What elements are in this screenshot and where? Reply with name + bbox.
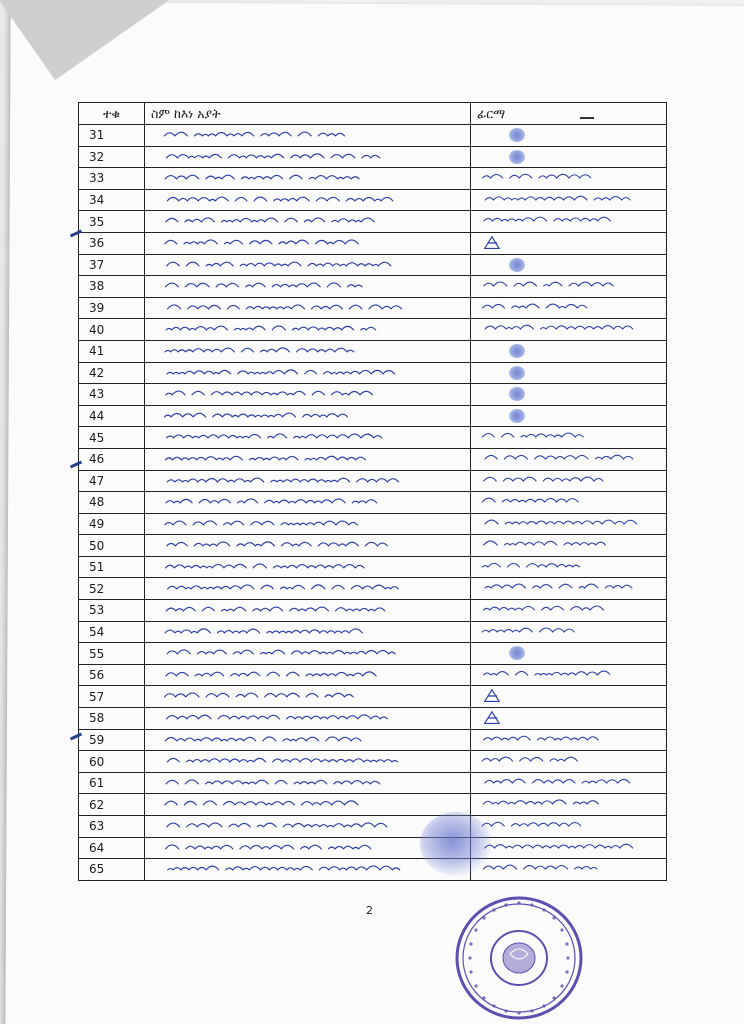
table-row: [79, 837, 667, 859]
thumbprint-mark: [509, 387, 525, 401]
ink-smudge: [420, 812, 492, 876]
table-row: [79, 492, 667, 514]
handwritten-name: [145, 276, 471, 298]
handwritten-name: [145, 297, 471, 319]
row-number: 31: [79, 125, 145, 147]
signature-cell: [471, 643, 667, 665]
signature-cell: [471, 600, 667, 622]
signature-cell: [471, 535, 667, 557]
thumbprint-mark: [509, 128, 525, 142]
signature-column-header: ፊርማ: [471, 103, 667, 125]
signature-cell: [471, 211, 667, 233]
handwritten-signature: [475, 428, 587, 446]
handwritten-name: [145, 859, 471, 881]
signature-cell: [471, 686, 667, 708]
table-row: [79, 556, 667, 578]
signature-cell: [471, 448, 667, 470]
table-row: [79, 384, 667, 406]
signature-cell: [471, 837, 667, 859]
handwritten-signature: [475, 472, 613, 490]
signature-cell: [471, 146, 667, 168]
handwritten-name: [145, 643, 471, 665]
table-row: [79, 319, 667, 341]
handwritten-signature: [475, 450, 640, 468]
row-number: 41: [79, 340, 145, 362]
row-number: 54: [79, 621, 145, 643]
row-number: 47: [79, 470, 145, 492]
signature-cell: [471, 319, 667, 341]
table-row: [79, 643, 667, 665]
table-row: [79, 816, 667, 838]
table-row: [79, 772, 667, 794]
table-row: [79, 427, 667, 449]
signature-cell: [471, 556, 667, 578]
table-row: [79, 211, 667, 233]
handwritten-name: [145, 470, 471, 492]
handwritten-name: [145, 254, 471, 276]
row-number: 60: [79, 751, 145, 773]
table-row: [79, 578, 667, 600]
handwritten-name: [145, 362, 471, 384]
handwritten-name: [145, 405, 471, 427]
row-number: 58: [79, 708, 145, 730]
handwritten-signature: [475, 752, 582, 770]
handwritten-signature: [475, 277, 616, 295]
table-row: [79, 664, 667, 686]
signature-cell: [471, 664, 667, 686]
signature-cell: [471, 751, 667, 773]
row-number: 50: [79, 535, 145, 557]
handwritten-name: [145, 427, 471, 449]
table-row: [79, 146, 667, 168]
table-row: [79, 513, 667, 535]
table-row: [79, 232, 667, 254]
table-row: [79, 708, 667, 730]
handwritten-name: [145, 168, 471, 190]
thumbprint-mark: [509, 366, 525, 380]
handwritten-name: [145, 125, 471, 147]
signature-cell: [471, 513, 667, 535]
drawn-mark: [475, 709, 525, 727]
table-row: [79, 535, 667, 557]
handwritten-name: [145, 340, 471, 362]
handwritten-name: [145, 535, 471, 557]
handwritten-name: [145, 556, 471, 578]
thumbprint-mark: [509, 409, 525, 423]
signature-cell: [471, 384, 667, 406]
handwritten-name: [145, 621, 471, 643]
row-number: 51: [79, 556, 145, 578]
drawn-mark: [475, 234, 525, 252]
table-header-row: [79, 103, 667, 125]
handwritten-name: [145, 513, 471, 535]
handwritten-name: [145, 384, 471, 406]
row-number: 43: [79, 384, 145, 406]
handwritten-name: [145, 448, 471, 470]
signature-cell: [471, 362, 667, 384]
handwritten-signature: [475, 299, 589, 317]
signature-cell: [471, 794, 667, 816]
row-number: 63: [79, 816, 145, 838]
handwritten-signature: [475, 601, 611, 619]
handwritten-name: [145, 578, 471, 600]
handwritten-signature: [475, 169, 591, 187]
row-number: 37: [79, 254, 145, 276]
row-number: 35: [79, 211, 145, 233]
table-row: [79, 125, 667, 147]
handwritten-name: [145, 794, 471, 816]
row-number: 34: [79, 189, 145, 211]
page-number: 2: [366, 904, 373, 917]
table-row: [79, 405, 667, 427]
table-row: [79, 621, 667, 643]
table-row: [79, 600, 667, 622]
table-row: [79, 362, 667, 384]
handwritten-signature: [475, 795, 608, 813]
thumbprint-mark: [509, 150, 525, 164]
thumbprint-mark: [509, 258, 525, 272]
handwritten-signature: [475, 774, 635, 792]
signature-cell: [471, 168, 667, 190]
signature-cell: [471, 772, 667, 794]
handwritten-signature: [475, 860, 607, 878]
row-number: 52: [79, 578, 145, 600]
table-row: [79, 794, 667, 816]
row-number: 33: [79, 168, 145, 190]
handwritten-signature: [475, 579, 638, 597]
table-row: [79, 470, 667, 492]
table-row: [79, 276, 667, 298]
handwritten-name: [145, 211, 471, 233]
row-number: 32: [79, 146, 145, 168]
handwritten-name: [145, 664, 471, 686]
thumbprint-mark: [509, 344, 525, 358]
table-row: [79, 297, 667, 319]
signature-cell: [471, 189, 667, 211]
signature-cell: [471, 729, 667, 751]
row-number: 46: [79, 448, 145, 470]
row-number: 61: [79, 772, 145, 794]
table-row: [79, 189, 667, 211]
handwritten-name: [145, 708, 471, 730]
row-number: 39: [79, 297, 145, 319]
row-number: 40: [79, 319, 145, 341]
row-number: 57: [79, 686, 145, 708]
handwritten-signature: [475, 212, 617, 230]
handwritten-signature: [475, 320, 642, 338]
handwritten-name: [145, 729, 471, 751]
thumbprint-mark: [509, 646, 525, 660]
row-number: 48: [79, 492, 145, 514]
signature-cell: [471, 297, 667, 319]
official-seal-icon: [444, 888, 594, 1024]
handwritten-name: [145, 319, 471, 341]
drawn-mark: [475, 687, 525, 705]
handwritten-signature: [475, 515, 639, 533]
handwritten-name: [145, 751, 471, 773]
signature-cell: [471, 492, 667, 514]
signature-cell: [471, 125, 667, 147]
handwritten-signature: [475, 839, 634, 857]
handwritten-signature: [475, 817, 581, 835]
signature-cell: [471, 427, 667, 449]
handwritten-name: [145, 600, 471, 622]
handwritten-signature: [475, 191, 644, 209]
name-column-header: ስም ከእነ አያት: [145, 103, 471, 125]
handwritten-signature: [475, 666, 610, 684]
table-row: [79, 254, 667, 276]
signature-cell: [471, 276, 667, 298]
row-number: 36: [79, 232, 145, 254]
handwritten-name: [145, 146, 471, 168]
handwritten-name: [145, 686, 471, 708]
handwritten-name: [145, 772, 471, 794]
signature-cell: [471, 816, 667, 838]
row-number: 49: [79, 513, 145, 535]
row-number: 65: [79, 859, 145, 881]
table-row: [79, 168, 667, 190]
signature-cell: [471, 232, 667, 254]
signature-cell: [471, 621, 667, 643]
row-number: 42: [79, 362, 145, 384]
signature-cell: [471, 405, 667, 427]
row-number: 59: [79, 729, 145, 751]
table-row: [79, 340, 667, 362]
table-row: [79, 686, 667, 708]
table-row: [79, 751, 667, 773]
row-number: 45: [79, 427, 145, 449]
handwritten-signature: [475, 731, 609, 749]
row-number: 56: [79, 664, 145, 686]
signature-cell: [471, 708, 667, 730]
row-number: 55: [79, 643, 145, 665]
signature-cell: [471, 254, 667, 276]
handwritten-signature: [475, 623, 584, 641]
row-number: 44: [79, 405, 145, 427]
handwritten-signature: [475, 558, 585, 576]
signature-cell: [471, 470, 667, 492]
row-number: 64: [79, 837, 145, 859]
table-row: [79, 859, 667, 881]
signature-cell: [471, 340, 667, 362]
table-row: [79, 448, 667, 470]
signature-cell: [471, 859, 667, 881]
signature-cell: [471, 578, 667, 600]
handwritten-signature: [475, 536, 612, 554]
handwritten-name: [145, 232, 471, 254]
row-number: 53: [79, 600, 145, 622]
handwritten-signature: [475, 493, 586, 511]
row-number: 38: [79, 276, 145, 298]
handwritten-name: [145, 492, 471, 514]
signature-table: [78, 102, 667, 881]
handwritten-name: [145, 189, 471, 211]
row-number: 62: [79, 794, 145, 816]
table-row: [79, 729, 667, 751]
number-column-header: ተቁ: [79, 103, 145, 125]
